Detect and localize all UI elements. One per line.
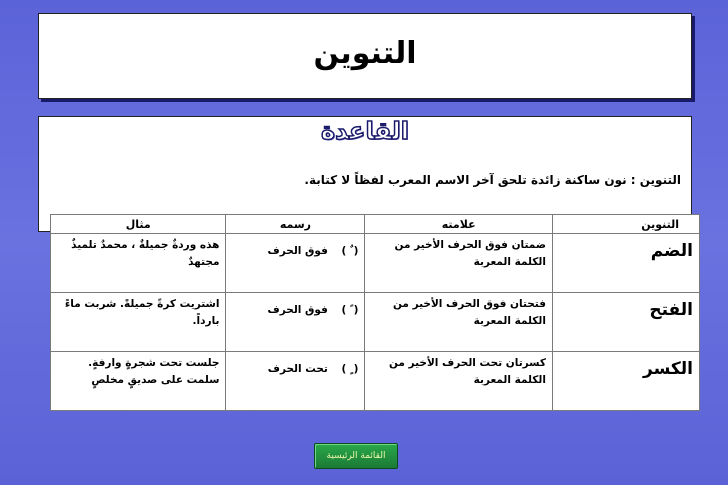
row-sign: كسرتان تحت الحرف الأخير من الكلمة المعربة	[365, 352, 553, 411]
row-symbol: ( ٌ )	[341, 245, 359, 257]
rule-definition: التنوين : نون ساكنة زائدة تلحق آخر الاسم المعرب لفظاً لا كتابة.	[304, 173, 681, 187]
row-sign: فتحتان فوق الحرف الأخير من الكلمة المعربة	[365, 293, 553, 352]
header-tanween: التنوين	[552, 215, 699, 234]
row-place: تحت الحرف	[267, 363, 328, 375]
row-place: فوق الحرف	[267, 304, 328, 316]
row-sign: ضمتان فوق الحرف الأخير من الكلمة المعربة	[365, 234, 553, 293]
tanween-table	[50, 214, 700, 411]
row-symbol-cell	[226, 352, 365, 411]
header-sign: علامته	[365, 215, 553, 234]
page-title: التنوين	[313, 36, 417, 71]
row-example: جلست تحت شجرةٍ وارفةٍ. سلمت على صديقٍ مخلصٍ	[51, 352, 226, 411]
header-example: مثال	[51, 215, 226, 234]
rule-heading: القاعدة	[321, 117, 409, 145]
table-row	[51, 234, 700, 293]
row-symbol: ( ً )	[341, 304, 359, 316]
table-header-row	[51, 215, 700, 234]
row-place: فوق الحرف	[267, 245, 328, 257]
row-symbol-cell	[226, 293, 365, 352]
main-menu-button[interactable]: القائمة الرئيسية	[314, 443, 398, 469]
row-example: اشتريت كرةً جميلةً. شربت ماءً بارداً.	[51, 293, 226, 352]
table-row	[51, 352, 700, 411]
title-panel	[38, 13, 692, 99]
row-symbol-cell	[226, 234, 365, 293]
row-name-kasr: الكسر	[552, 352, 699, 411]
row-example: هذه وردةٌ جميلةٌ ، محمدٌ تلميذٌ مجتهدٌ	[51, 234, 226, 293]
row-name-fath: الفتح	[552, 293, 699, 352]
table-row	[51, 293, 700, 352]
row-symbol: ( ٍ )	[341, 363, 359, 375]
header-symbol: رسمه	[226, 215, 365, 234]
row-name-damm: الضم	[552, 234, 699, 293]
